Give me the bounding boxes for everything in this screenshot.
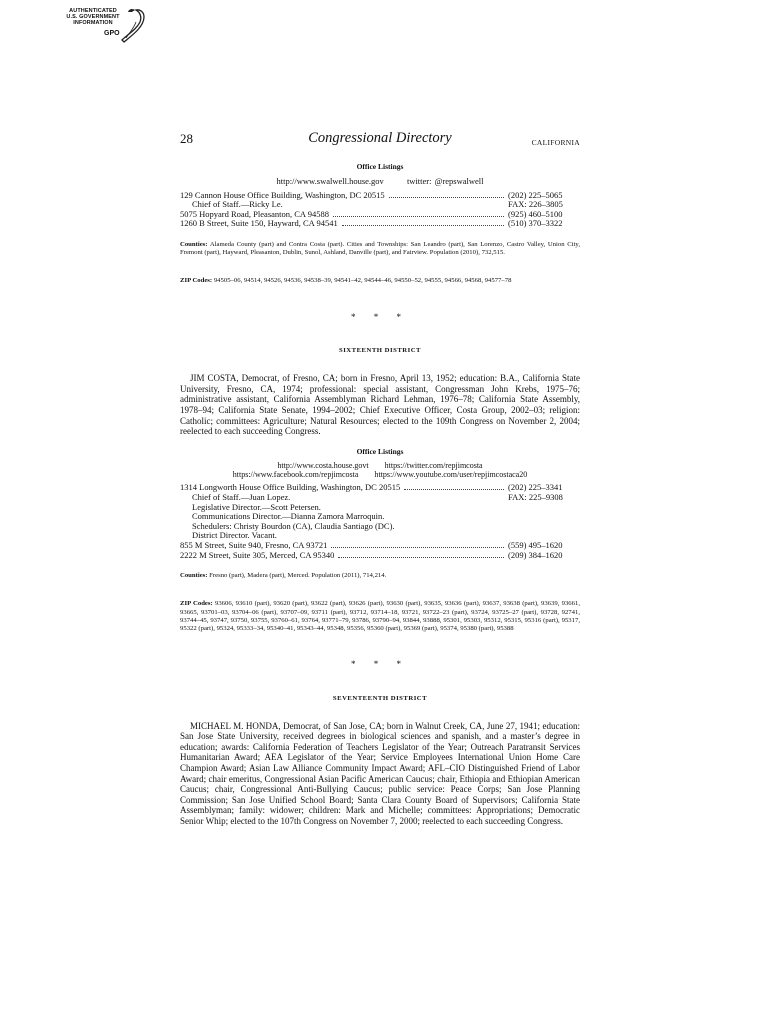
district-heading: SIXTEENTH DISTRICT — [338, 347, 422, 355]
office-phone: (202) 225–3341 — [508, 482, 563, 493]
twitter-handle[interactable]: twitter: @repswalwell — [406, 175, 484, 186]
dot-leader — [333, 210, 504, 217]
zip-text: 94505–06, 94514, 94526, 94536, 94538–39, 94541–42, 94544–46, 94550–52, 94555, 94566, 94568, 94577–78 — [213, 277, 512, 285]
counties-text: Alameda County (part) and Contra Costa (part). Cities and Townships: San Leandro (part), San Lorenzo, Castro Valley, Union City, Fremont (part), Hayward, Pleasanton, Dublin, Sunol, Ashland, Danville (part), and Fairview. Population (2010), 732,515. — [180, 240, 580, 257]
office-phone: (209) 384–1620 — [508, 549, 563, 560]
member-links — [180, 176, 580, 187]
zip-label: ZIP Codes: — [180, 600, 213, 608]
office-phone: (559) 495–1620 — [508, 539, 563, 550]
counties-text: Fresno (part), Madera (part), Merced. Population (2011), 714,214. — [209, 572, 387, 580]
zip-codes-paragraph — [180, 600, 580, 633]
counties-paragraph — [180, 241, 580, 257]
office-staff: Chief of Staff.—Juan Lopez. — [192, 491, 291, 502]
member-biography: JIM COSTA, Democrat, of Fresno, CA; born in Fresno, April 13, 1952; education: B.A., California State University, Fresno, CA, 1974; professional: special assistant, Congressman John Krebs, 1975–76; administrative assistant, California Assemblyman Richard Lehman, 1976–78; California State Assembly, 1978–94; California State Senate, 1994–2002; Chief Executive Officer, Costa Group, 2002–03; religion: Catholic; committees: Agriculture; Natural Resources; elected to the 109th Congress on November 2, 2004; reelected to each succeeding Congress. — [180, 373, 580, 437]
dot-leader — [342, 219, 504, 226]
member-links — [180, 461, 580, 480]
zip-codes-paragraph — [180, 277, 580, 285]
page-number: 28 — [180, 131, 193, 146]
zip-text: 93606, 93610 (part), 93620 (part), 93622 (part), 93626 (part), 93630 (part), 93635, 93636 (part), 93637, 93638 (part), 93639, 93661, 93665, 93701–03, 93704–06 (part), 93707–09, 93711 (part), 93712, 93714–18, 93721, 93722–23 (part), 93724, 93725–27 (part), 93728, 92741, 93744–45, 93747, 93750, 93755, 93760–61, 93764, 93771–79, 93786, 93790–94, 93844, 93888, 95301, 95303, 95312, 95315, 95316 (part), 95317, 95322 (part), 95324, 95333–34, 95340–41, 95343–44, 95348, 95356, 95360 (part), 95369 (part), 95374, 95380 (part), 95388 — [180, 600, 581, 632]
dot-leader — [389, 191, 504, 198]
office-row — [180, 219, 580, 229]
counties-label: Counties: — [180, 240, 208, 248]
district-heading: SEVENTEENTH DISTRICT — [332, 694, 428, 702]
section-separator: * * * — [351, 311, 409, 322]
office-address: 1260 B Street, Suite 150, Hayward, CA 94541 — [180, 218, 338, 229]
dot-leader — [404, 483, 504, 490]
office-staff: Legislative Director.—Scott Petersen. — [192, 501, 321, 512]
publication-title: Congressional Directory — [308, 130, 452, 146]
member-biography: MICHAEL M. HONDA, Democrat, of San Jose, CA; born in Walnut Creek, CA, June 27, 1941; education: San Jose State University, received degrees in biological sciences and spanish, and a master’s degree in education; awards: California Federation of Teachers Legislator of the Year; Outreach Paratransit Services Humanitarian Award; AEA Legislator of the Year; Service Employees International Union Home Care Champion Award; Asian Law Alliance Community Impact Award; AFL–CIO Distinguished Friend of Labor Award; chair emeritus, Congressional Asian Pacific American Caucus; chair, Ethiopia and Ethiopian American Caucus; chair, Congressional Anti-Bullying Caucus; public service: Peace Corps; San Jose Planning Commission; San Jose Unified School Board; Santa Clara County Board of Supervisors; California State Assemblyman; family: widower; children: Mark and Michelle; committees: Appropriations; Democratic Senior Whip; elected to the 107th Congress on November 7, 2000; reelected to each succeeding Congress. — [180, 720, 580, 827]
office-address: 129 Cannon House Office Building, Washington, DC 20515 — [180, 189, 385, 200]
office-staff: Schedulers: Christy Bourdon (CA), Claudia Santiago (DC). — [192, 520, 395, 531]
office-list — [180, 191, 580, 229]
section-separator: * * * — [351, 659, 409, 670]
website-link[interactable]: http://www.swalwell.house.gov — [276, 175, 384, 186]
counties-label: Counties: — [180, 572, 208, 580]
logo-line: AUTHENTICATED — [69, 8, 117, 14]
office-listings-heading: Office Listings — [356, 162, 404, 171]
twitter-link[interactable]: https://twitter.com/repjimcosta — [384, 460, 483, 470]
counties-paragraph — [180, 572, 580, 580]
office-row — [180, 551, 580, 561]
logo-line: INFORMATION — [73, 20, 113, 27]
office-phone: (925) 460–5100 — [508, 208, 563, 219]
logo-line: U.S. GOVERNMENT — [66, 14, 120, 21]
zip-label: ZIP Codes: — [180, 277, 213, 285]
office-phone: (202) 225–5065 — [508, 189, 563, 200]
office-phone: (510) 370–3322 — [508, 218, 563, 229]
office-address: 2222 M Street, Suite 305, Merced, CA 95340 — [180, 549, 335, 560]
running-header — [180, 130, 580, 152]
office-listings-heading: Office Listings — [356, 446, 404, 456]
website-link[interactable]: http://www.costa.house.govt — [277, 460, 369, 470]
office-address: 855 M Street, Suite 940, Fresno, CA 93721 — [180, 539, 328, 550]
office-fax: FAX: 225–9308 — [508, 491, 563, 502]
office-staff: District Director. Vacant. — [192, 530, 277, 541]
spacer — [294, 494, 504, 500]
office-address: 1314 Longworth House Office Building, Washington, DC 20515 — [180, 482, 401, 493]
state-heading: CALIFORNIA — [531, 138, 580, 147]
eagle-icon — [118, 4, 146, 44]
office-staff: Communications Director.—Dianna Zamora Marroquin. — [192, 511, 385, 522]
office-address: 5075 Hopyard Road, Pleasanton, CA 94588 — [180, 208, 329, 219]
facebook-link[interactable]: https://www.facebook.com/repjimcosta — [232, 469, 359, 479]
office-staff: Chief of Staff.—Ricky Le. — [192, 199, 283, 210]
gpo-label: GPO — [104, 30, 120, 37]
office-list — [180, 483, 580, 560]
dot-leader — [331, 541, 504, 548]
directory-page — [180, 130, 581, 827]
dot-leader — [338, 551, 504, 558]
spacer — [287, 201, 504, 207]
youtube-link[interactable]: https://www.youtube.com/user/repjimcostaca20 — [374, 469, 528, 479]
office-fax: FAX: 226–3805 — [508, 199, 563, 210]
